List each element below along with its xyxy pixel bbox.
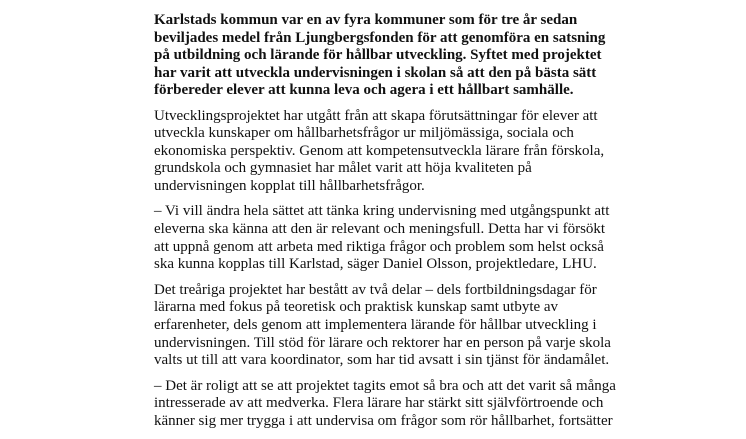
paragraph-line: utveckla kunskaper om hållbarhetsfrågor ur miljömässiga, sociala och xyxy=(154,125,574,142)
paragraph-line: känner sig mer trygga i att undervisa om frågor som rör hållbarhet, fortsätter xyxy=(154,413,613,429)
paragraph-line: grundskola och gymnasiet har målet varit att höja kvaliteten på xyxy=(154,160,532,177)
article-lead xyxy=(154,12,614,100)
paragraph-line: – Vi vill ändra hela sättet att tänka kring undervisning med utgångspunkt att xyxy=(154,203,610,220)
clipped-heading-fragment xyxy=(154,0,614,8)
paragraph-line: undervisningen kopplat till hållbarhetsfrågor. xyxy=(154,177,425,194)
paragraph-line: intresserade av att medverka. Flera lärare har stärkt sitt självförtroende och xyxy=(154,395,604,412)
paragraph-line: att uppnå genom att arbeta med riktiga frågor och problem som helst också xyxy=(154,238,604,255)
paragraph-line: ekonomiska perspektiv. Genom att kompetensutveckla lärare från förskola, xyxy=(154,142,605,159)
lead-line: beviljades medel från Ljungbergsfonden för att genomföra en satsning xyxy=(154,29,606,46)
paragraph-quote-reception xyxy=(154,378,614,431)
paragraph-quote-daniel-olsson xyxy=(154,203,614,273)
lead-line: Karlstads kommun var en av fyra kommuner som för tre år sedan xyxy=(154,12,578,28)
paragraph-line: Utvecklingsprojektet har utgått från att skapa förutsättningar för elever att xyxy=(154,107,598,124)
paragraph-line: – Det är roligt att se att projektet tagits emot så bra och att det varit så många xyxy=(154,377,616,394)
lead-line: har varit att utveckla undervisningen i skolan så att den på bästa sätt xyxy=(154,64,597,81)
lead-line: förbereder elever att kunna leva och agera i ett hållbart samhälle. xyxy=(154,82,574,98)
paragraph-line: eleverna ska känna att den är relevant och meningsfull. Detta har vi försökt xyxy=(154,221,606,238)
paragraph-line: ska kunna kopplas till Karlstad, säger Daniel Olsson, projektledare, LHU. xyxy=(154,256,597,273)
paragraph-line: erfarenheter, dels genom att implementera lärande för hållbar utveckling i xyxy=(154,317,597,334)
lead-line: på utbildning och lärande för hållbar utveckling. Syftet med projektet xyxy=(154,47,602,63)
article-page xyxy=(154,0,614,439)
paragraph-line: lärarna med fokus på teoretisk och praktisk kunskap samt utbyte av xyxy=(154,299,559,316)
paragraph-project-structure xyxy=(154,282,614,370)
paragraph-line: undervisningen. Till stöd för lärare och rektorer har en person på varje skola xyxy=(154,334,611,351)
paragraph-line: valts ut till att vara koordinator, som har tid avsatt i sin tjänst för ändamålet. xyxy=(154,352,610,369)
paragraph-project-goals xyxy=(154,108,614,196)
paragraph-line: Det treåriga projektet har bestått av två delar – dels fortbildningsdagar för xyxy=(154,281,597,298)
